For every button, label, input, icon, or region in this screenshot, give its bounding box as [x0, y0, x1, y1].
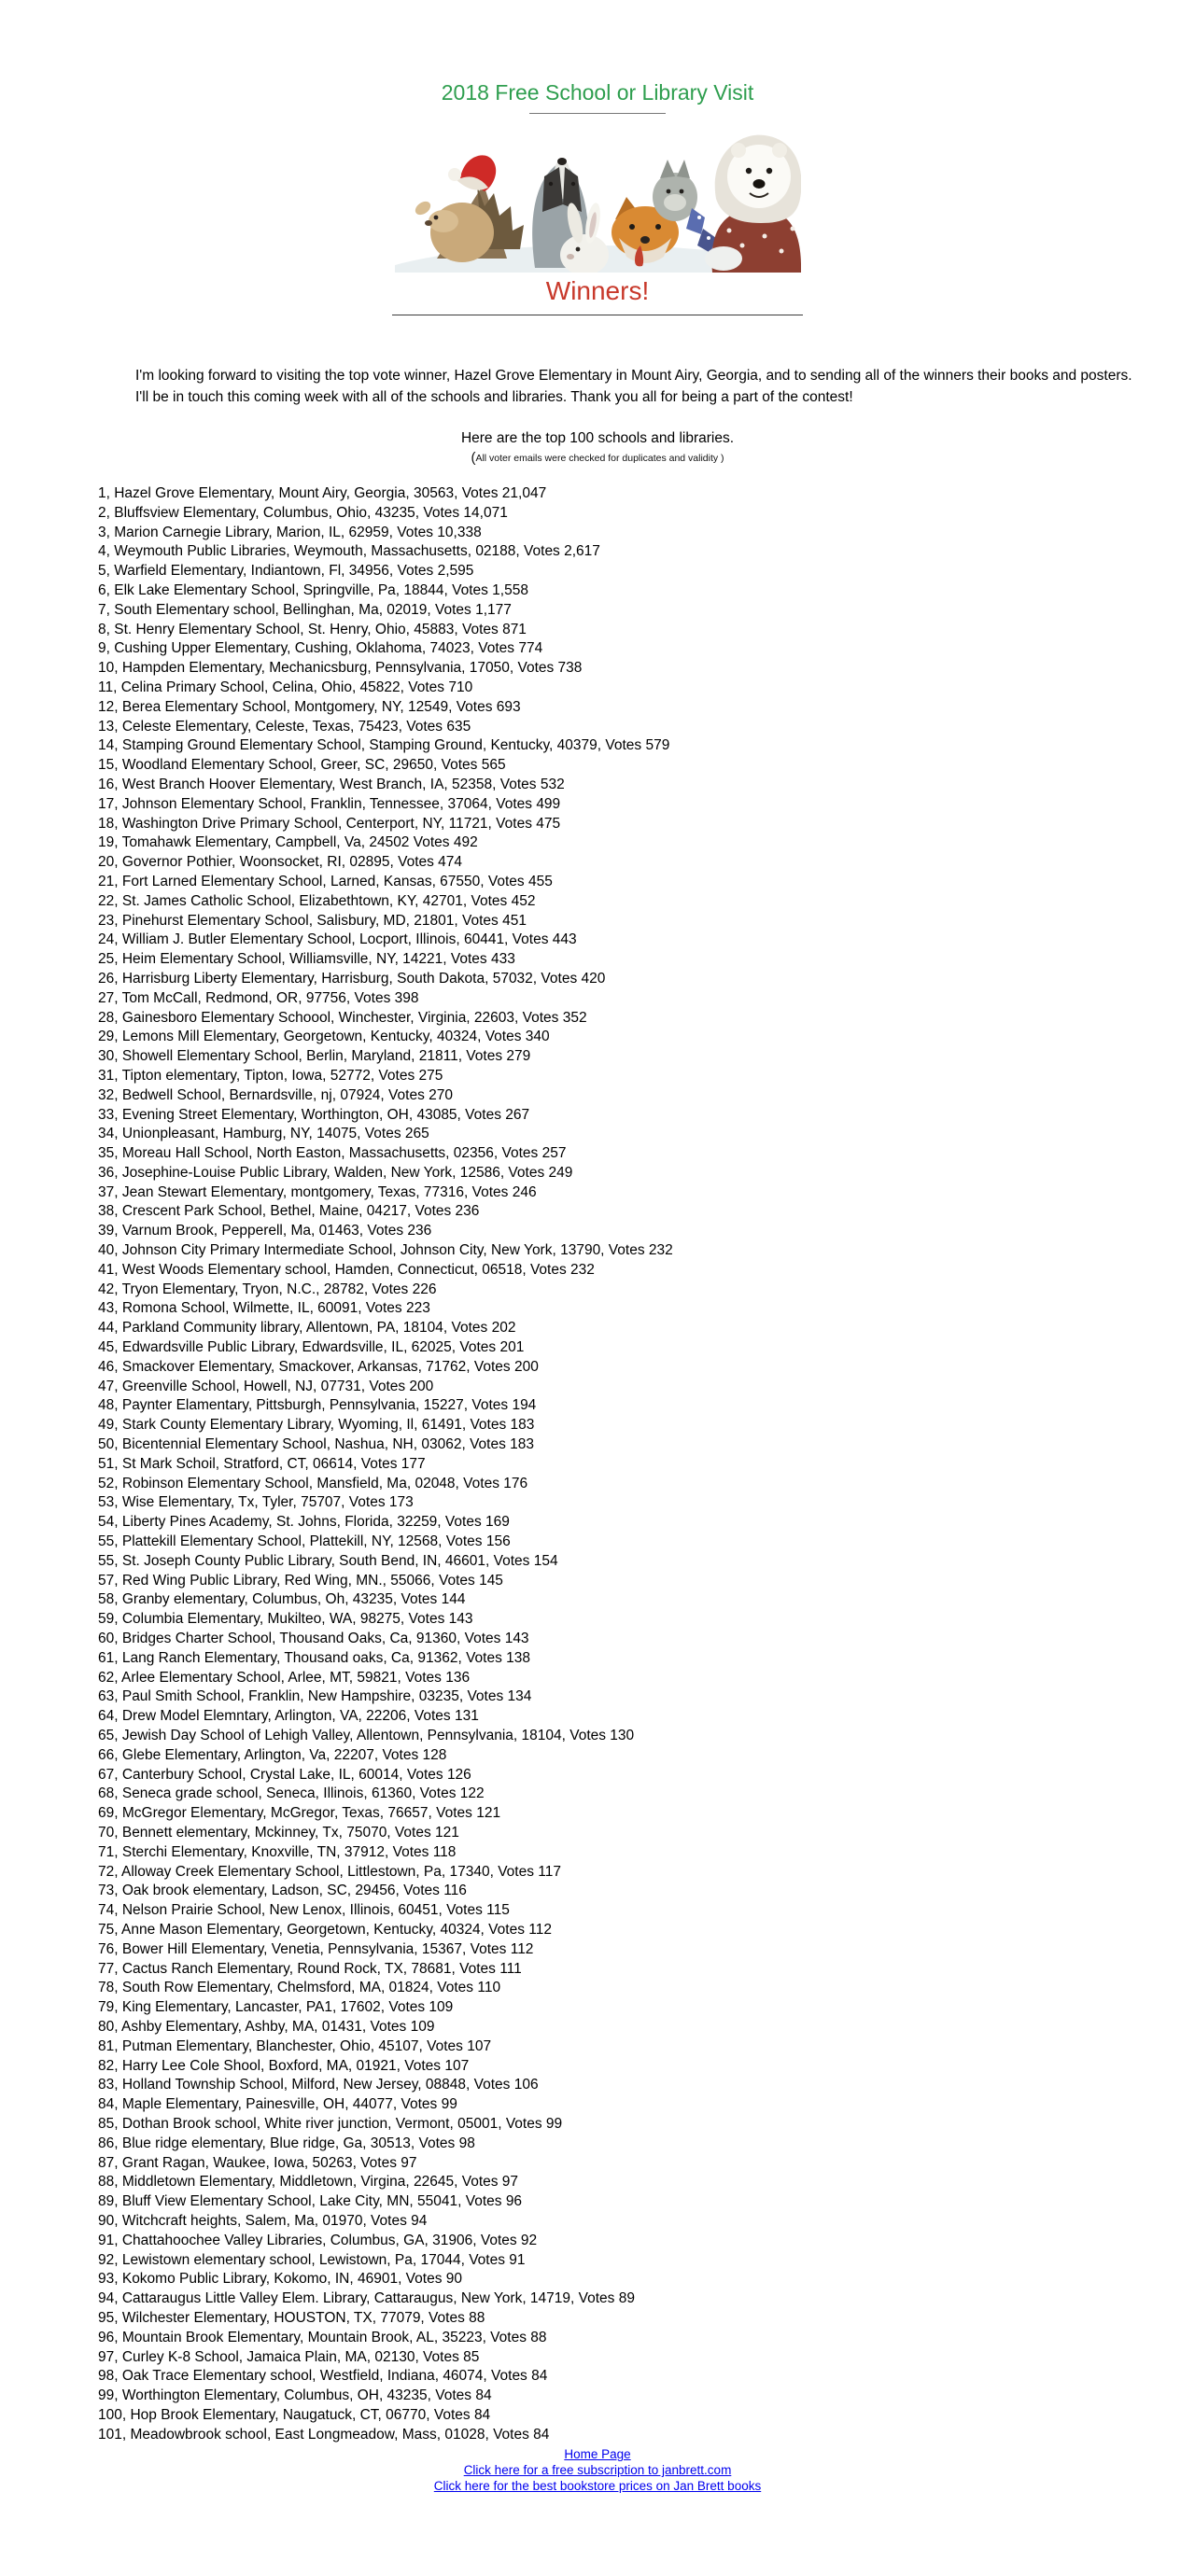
list-note [0, 451, 1195, 466]
list-item: 95, Wilchester Elementary, HOUSTON, TX, 77079, Votes 88 [98, 2309, 485, 2326]
winners-heading: Winners! [545, 276, 650, 305]
list-item: 9, Cushing Upper Elementary, Cushing, Oklahoma, 74023, Votes 774 [98, 640, 543, 657]
christmas-animals-illustration [395, 119, 801, 273]
list-item: 35, Moreau Hall School, North Easton, Massachusetts, 02356, Votes 257 [98, 1145, 567, 1162]
list-item: 41, West Woods Elementary school, Hamden, Connecticut, 06518, Votes 232 [98, 1261, 595, 1278]
list-item: 63, Paul Smith School, Franklin, New Hampshire, 03235, Votes 134 [98, 1688, 532, 1705]
list-item: 7, South Elementary school, Bellinghan, Ma, 02019, Votes 1,177 [98, 601, 512, 618]
list-item: 89, Bluff View Elementary School, Lake City, MN, 55041, Votes 96 [98, 2193, 523, 2210]
bookstore-prices-link[interactable]: Click here for the best bookstore prices on Jan Brett books [433, 2479, 762, 2494]
list-item: 12, Berea Elementary School, Montgomery, NY, 12549, Votes 693 [98, 698, 521, 715]
list-item: 30, Showell Elementary School, Berlin, Maryland, 21811, Votes 279 [98, 1048, 531, 1065]
polar-bear-illustration [705, 135, 801, 273]
list-item: 42, Tryon Elementary, Tryon, N.C., 28782, Votes 226 [98, 1281, 437, 1297]
list-item: 59, Columbia Elementary, Mukilteo, WA, 98275, Votes 143 [98, 1611, 473, 1628]
list-item: 97, Curley K-8 School, Jamaica Plain, MA, 02130, Votes 85 [98, 2348, 480, 2365]
list-item: 55, Plattekill Elementary School, Plattekill, NY, 12568, Votes 156 [98, 1533, 511, 1550]
list-item: 40, Johnson City Primary Intermediate School, Johnson City, New York, 13790, Votes 232 [98, 1242, 673, 1259]
list-item: 14, Stamping Ground Elementary School, Stamping Ground, Kentucky, 40379, Votes 579 [98, 737, 670, 754]
list-item: 61, Lang Ranch Elementary, Thousand oaks, Ca, 91362, Votes 138 [98, 1649, 531, 1666]
list-item: 90, Witchcraft heights, Salem, Ma, 01970, Votes 94 [98, 2212, 428, 2229]
list-item: 71, Sterchi Elementary, Knoxville, TN, 37912, Votes 118 [98, 1843, 457, 1860]
list-item: 54, Liberty Pines Academy, St. Johns, Florida, 32259, Votes 169 [98, 1514, 510, 1531]
list-item: 66, Glebe Elementary, Arlington, Va, 22207, Votes 128 [98, 1746, 447, 1763]
list-heading: Here are the top 100 schools and libraries. [460, 430, 735, 446]
list-item: 101, Meadowbrook school, East Longmeadow, Mass, 01028, Votes 84 [98, 2426, 550, 2443]
list-item: 62, Arlee Elementary School, Arlee, MT, 59821, Votes 136 [98, 1669, 471, 1686]
list-item: 10, Hampden Elementary, Mechanicsburg, Pennsylvania, 17050, Votes 738 [98, 660, 583, 677]
list-item: 47, Greenville School, Howell, NJ, 07731, Votes 200 [98, 1378, 434, 1394]
list-item: 78, South Row Elementary, Chelmsford, MA, 01824, Votes 110 [98, 1980, 501, 1996]
list-item: 34, Unionpleasant, Hamburg, NY, 14075, Votes 265 [98, 1126, 429, 1142]
title-divider [529, 113, 666, 114]
list-item: 21, Fort Larned Elementary School, Larned, Kansas, 67550, Votes 455 [98, 873, 553, 889]
list-item: 45, Edwardsville Public Library, Edwardsville, IL, 62025, Votes 201 [98, 1339, 525, 1356]
list-item: 3, Marion Carnegie Library, Marion, IL, 62959, Votes 10,338 [98, 524, 482, 540]
list-item: 72, Alloway Creek Elementary School, Littlestown, Pa, 17340, Votes 117 [98, 1863, 561, 1880]
list-item: 98, Oak Trace Elementary school, Westfield, Indiana, 46074, Votes 84 [98, 2368, 548, 2385]
list-item: 93, Kokomo Public Library, Kokomo, IN, 46901, Votes 90 [98, 2271, 463, 2288]
list-item: 33, Evening Street Elementary, Worthington, OH, 43085, Votes 267 [98, 1106, 530, 1123]
page-title: 2018 Free School or Library Visit [441, 80, 754, 105]
list-item: 99, Worthington Elementary, Columbus, OH, 43235, Votes 84 [98, 2387, 492, 2404]
winners-list [98, 484, 1167, 2444]
list-item: 13, Celeste Elementary, Celeste, Texas, 75423, Votes 635 [98, 718, 471, 735]
list-item: 2, Bluffsview Elementary, Columbus, Ohio, 43235, Votes 14,071 [98, 504, 508, 521]
intro-paragraph-2: I'll be in touch this coming week with all of the schools and libraries. Thank you all for being a part of the contest! [135, 389, 853, 405]
list-item: 55, St. Joseph County Public Library, South Bend, IN, 46601, Votes 154 [98, 1552, 558, 1569]
footer-links [0, 2446, 1195, 2494]
intro-section [100, 365, 1139, 408]
list-item: 15, Woodland Elementary School, Greer, SC, 29650, Votes 565 [98, 757, 506, 774]
list-item: 29, Lemons Mill Elementary, Georgetown, Kentucky, 40324, Votes 340 [98, 1029, 550, 1045]
list-item: 18, Washington Drive Primary School, Centerport, NY, 11721, Votes 475 [98, 815, 561, 832]
list-item: 77, Cactus Ranch Elementary, Round Rock, TX, 78681, Votes 111 [98, 1960, 522, 1977]
list-item: 65, Jewish Day School of Lehigh Valley, Allentown, Pennsylvania, 18104, Votes 130 [98, 1728, 635, 1743]
list-item: 68, Seneca grade school, Seneca, Illinois, 61360, Votes 122 [98, 1785, 485, 1802]
list-item: 31, Tipton elementary, Tipton, Iowa, 52772, Votes 275 [98, 1067, 443, 1084]
list-item: 67, Canterbury School, Crystal Lake, IL, 60014, Votes 126 [98, 1766, 471, 1783]
list-item: 16, West Branch Hoover Elementary, West Branch, IA, 52358, Votes 532 [98, 776, 565, 792]
list-item: 24, William J. Butler Elementary School, Locport, Illinois, 60441, Votes 443 [98, 931, 577, 948]
list-item: 22, St. James Catholic School, Elizabethtown, KY, 42701, Votes 452 [98, 892, 536, 909]
quilt-pattern [686, 208, 716, 253]
list-item: 70, Bennett elementary, Mckinney, Tx, 75070, Votes 121 [98, 1824, 459, 1841]
intro-paragraph-1: I'm looking forward to visiting the top vote winner, Hazel Grove Elementary in Mount Airy, Georgia, and to sending all of the winners their books and posters. [135, 368, 1132, 384]
list-item: 91, Chattahoochee Valley Libraries, Columbus, GA, 31906, Votes 92 [98, 2232, 538, 2248]
list-item: 76, Bower Hill Elementary, Venetia, Pennsylvania, 15367, Votes 112 [98, 1940, 534, 1957]
list-item: 73, Oak brook elementary, Ladson, SC, 29456, Votes 116 [98, 1883, 467, 1899]
list-item: 36, Josephine-Louise Public Library, Walden, New York, 12586, Votes 249 [98, 1164, 573, 1181]
list-item: 50, Bicentennial Elementary School, Nashua, NH, 03062, Votes 183 [98, 1436, 535, 1453]
list-item: 79, King Elementary, Lancaster, PA1, 17602, Votes 109 [98, 1999, 454, 2016]
list-item: 58, Granby elementary, Columbus, Oh, 43235, Votes 144 [98, 1591, 466, 1608]
list-item: 37, Jean Stewart Elementary, montgomery, Texas, 77316, Votes 246 [98, 1183, 537, 1200]
list-item: 100, Hop Brook Elementary, Naugatuck, CT, 06770, Votes 84 [98, 2406, 491, 2423]
list-item: 46, Smackover Elementary, Smackover, Arkansas, 71762, Votes 200 [98, 1358, 539, 1375]
list-item: 88, Middletown Elementary, Middletown, Virgina, 22645, Votes 97 [98, 2174, 519, 2191]
list-item: 6, Elk Lake Elementary School, Springville, Pa, 18844, Votes 1,558 [98, 581, 528, 598]
list-item: 81, Putman Elementary, Blanchester, Ohio, 45107, Votes 107 [98, 2037, 492, 2054]
list-item: 38, Crescent Park School, Bethel, Maine, 04217, Votes 236 [98, 1203, 480, 1220]
list-item: 26, Harrisburg Liberty Elementary, Harrisburg, South Dakota, 57032, Votes 420 [98, 970, 606, 987]
list-item: 23, Pinehurst Elementary School, Salisbury, MD, 21801, Votes 451 [98, 912, 527, 929]
list-item: 80, Ashby Elementary, Ashby, MA, 01431, Votes 109 [98, 2018, 435, 2035]
list-item: 5, Warfield Elementary, Indiantown, Fl, 34956, Votes 2,595 [98, 563, 474, 580]
list-item: 43, Romona School, Wilmette, IL, 60091, Votes 223 [98, 1300, 430, 1317]
list-item: 25, Heim Elementary School, Williamsville, NY, 14221, Votes 433 [98, 951, 515, 968]
list-item: 49, Stark County Elementary Library, Wyoming, Il, 61491, Votes 183 [98, 1417, 535, 1434]
list-item: 60, Bridges Charter School, Thousand Oaks, Ca, 91360, Votes 143 [98, 1631, 529, 1647]
list-item: 92, Lewistown elementary school, Lewistown, Pa, 17044, Votes 91 [98, 2251, 526, 2268]
list-item: 83, Holland Township School, Milford, New Jersey, 08848, Votes 106 [98, 2077, 539, 2093]
list-item: 53, Wise Elementary, Tx, Tyler, 75707, Votes 173 [98, 1494, 414, 1511]
winners-illustration [395, 119, 801, 273]
list-item: 82, Harry Lee Cole Shool, Boxford, MA, 01921, Votes 107 [98, 2057, 470, 2074]
list-item: 8, St. Henry Elementary School, St. Henry, Ohio, 45883, Votes 871 [98, 621, 527, 637]
list-item: 11, Celina Primary School, Celina, Ohio, 45822, Votes 710 [98, 679, 473, 695]
list-item: 44, Parkland Community library, Allentown, PA, 18104, Votes 202 [98, 1320, 516, 1337]
list-item: 85, Dothan Brook school, White river junction, Vermont, 05001, Votes 99 [98, 2115, 563, 2132]
list-note-paren: ( [471, 450, 476, 466]
list-item: 32, Bedwell School, Bernardsville, nj, 07924, Votes 270 [98, 1086, 453, 1103]
list-item: 51, St Mark Schoil, Stratford, CT, 06614, Votes 177 [98, 1455, 426, 1472]
list-item: 57, Red Wing Public Library, Red Wing, MN., 55066, Votes 145 [98, 1572, 503, 1589]
list-note-text: All voter emails were checked for duplicates and validity ) [475, 453, 724, 464]
list-item: 1, Hazel Grove Elementary, Mount Airy, Georgia, 30563, Votes 21,047 [98, 485, 547, 501]
list-item: 27, Tom McCall, Redmond, OR, 97756, Votes 398 [98, 989, 419, 1006]
list-item: 87, Grant Ragan, Waukee, Iowa, 50263, Votes 97 [98, 2154, 417, 2171]
list-item: 39, Varnum Brook, Pepperell, Ma, 01463, Votes 236 [98, 1223, 432, 1239]
home-page-link[interactable]: Home Page [564, 2447, 631, 2462]
list-item: 48, Paynter Elamentary, Pittsburgh, Pennsylvania, 15227, Votes 194 [98, 1397, 537, 1414]
list-item: 4, Weymouth Public Libraries, Weymouth, Massachusetts, 02188, Votes 2,617 [98, 543, 600, 560]
list-item: 69, McGregor Elementary, McGregor, Texas, 76657, Votes 121 [98, 1805, 501, 1822]
list-item: 52, Robinson Elementary School, Mansfield, Ma, 02048, Votes 176 [98, 1475, 528, 1491]
squirrel-illustration [653, 160, 697, 221]
list-item: 96, Mountain Brook Elementary, Mountain Brook, AL, 35223, Votes 88 [98, 2329, 547, 2345]
list-item: 19, Tomahawk Elementary, Campbell, Va, 24502 Votes 492 [98, 834, 478, 851]
list-item: 74, Nelson Prairie School, New Lenox, Illinois, 60451, Votes 115 [98, 1902, 510, 1919]
list-item: 94, Cattaraugus Little Valley Elem. Library, Cattaraugus, New York, 14719, Votes 89 [98, 2290, 635, 2307]
list-item: 75, Anne Mason Elementary, Georgetown, Kentucky, 40324, Votes 112 [98, 1921, 552, 1938]
list-item: 28, Gainesboro Elementary Schoool, Winchester, Virginia, 22603, Votes 352 [98, 1009, 587, 1026]
list-item: 17, Johnson Elementary School, Franklin, Tennessee, 37064, Votes 499 [98, 795, 561, 812]
subscription-link[interactable]: Click here for a free subscription to janbrett.com [463, 2463, 732, 2478]
list-item: 86, Blue ridge elementary, Blue ridge, Ga, 30513, Votes 98 [98, 2135, 475, 2151]
list-item: 84, Maple Elementary, Painesville, OH, 44077, Votes 99 [98, 2096, 457, 2113]
hedgehog-illustration [413, 155, 524, 262]
list-item: 64, Drew Model Elemntary, Arlington, VA, 22206, Votes 131 [98, 1708, 479, 1725]
list-item: 20, Governor Pothier, Woonsocket, RI, 02895, Votes 474 [98, 854, 463, 871]
